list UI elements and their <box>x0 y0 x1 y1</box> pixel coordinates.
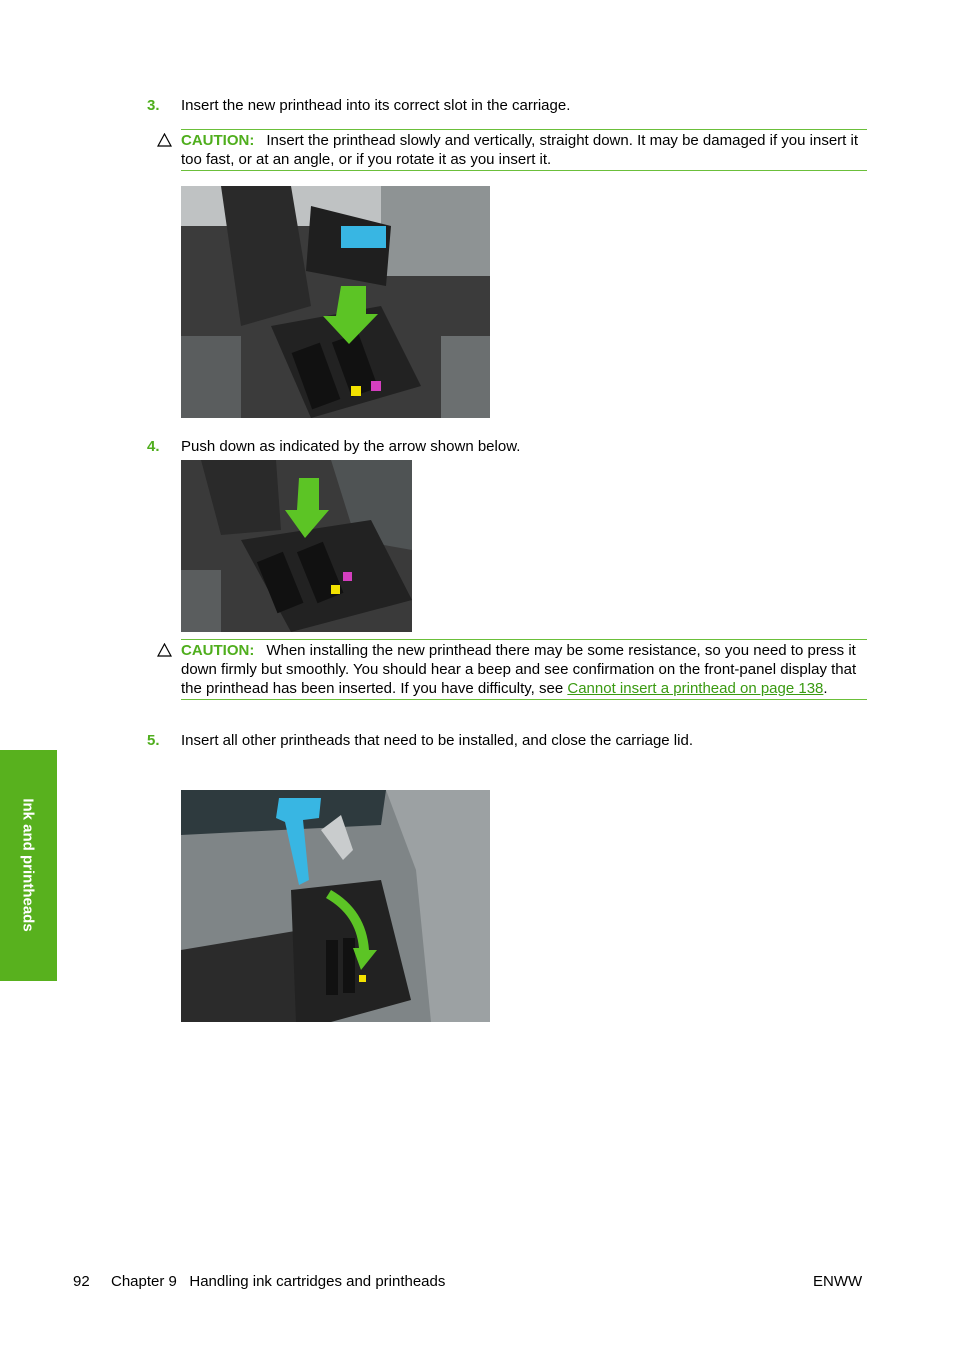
cross-reference-link[interactable]: Cannot insert a printhead on page 138 <box>567 680 824 697</box>
caution-note-1 <box>181 129 867 171</box>
step-3-text: Insert the new printhead into its correct slot in the carriage. <box>181 97 571 114</box>
step-3-number: 3. <box>147 97 160 114</box>
caution-note-2: CAUTION: When installing the new printhead there may be some resistance, so you need to press it down firmly but smoothly. You should hear a beep and see confirmation on the front-panel display that the printhead has been inserted. If you have difficulty, see Cannot insert a printhead on page 138. <box>181 639 867 700</box>
step-5-text: Insert all other printheads that need to be installed, and close the carriage lid. <box>181 732 693 749</box>
close-carriage-lid-illustration <box>181 790 490 1022</box>
step-5-number: 5. <box>147 732 160 749</box>
side-tab-label: Ink and printheads <box>19 798 37 932</box>
chapter-side-tab <box>0 750 57 981</box>
caution-triangle-icon <box>157 133 172 147</box>
step-4-number: 4. <box>147 438 160 455</box>
caution-text: When installing the new printhead there may be some resistance, so you need to press it down firmly but smoothly. You should hear a beep and see confirmation on the front-panel display that the printhead has been inserted. If you have difficulty, see <box>181 642 857 697</box>
step-4-text: Push down as indicated by the arrow shown below. <box>181 438 521 455</box>
footer-enww: ENWW <box>813 1273 863 1290</box>
caution-text: Insert the printhead slowly and vertically, straight down. It may be damaged if you insert it too fast, or at an angle, or if you rotate it as you insert it. <box>181 132 859 168</box>
caution-label: CAUTION: <box>181 642 255 659</box>
footer-chapter-title: Chapter 9 Handling ink cartridges and printheads <box>111 1273 446 1290</box>
caution-label: CAUTION: <box>181 132 255 149</box>
page-number: 92 <box>73 1273 90 1290</box>
caution-triangle-icon <box>157 643 172 657</box>
push-down-illustration <box>181 460 412 632</box>
printhead-insert-illustration <box>181 186 490 418</box>
